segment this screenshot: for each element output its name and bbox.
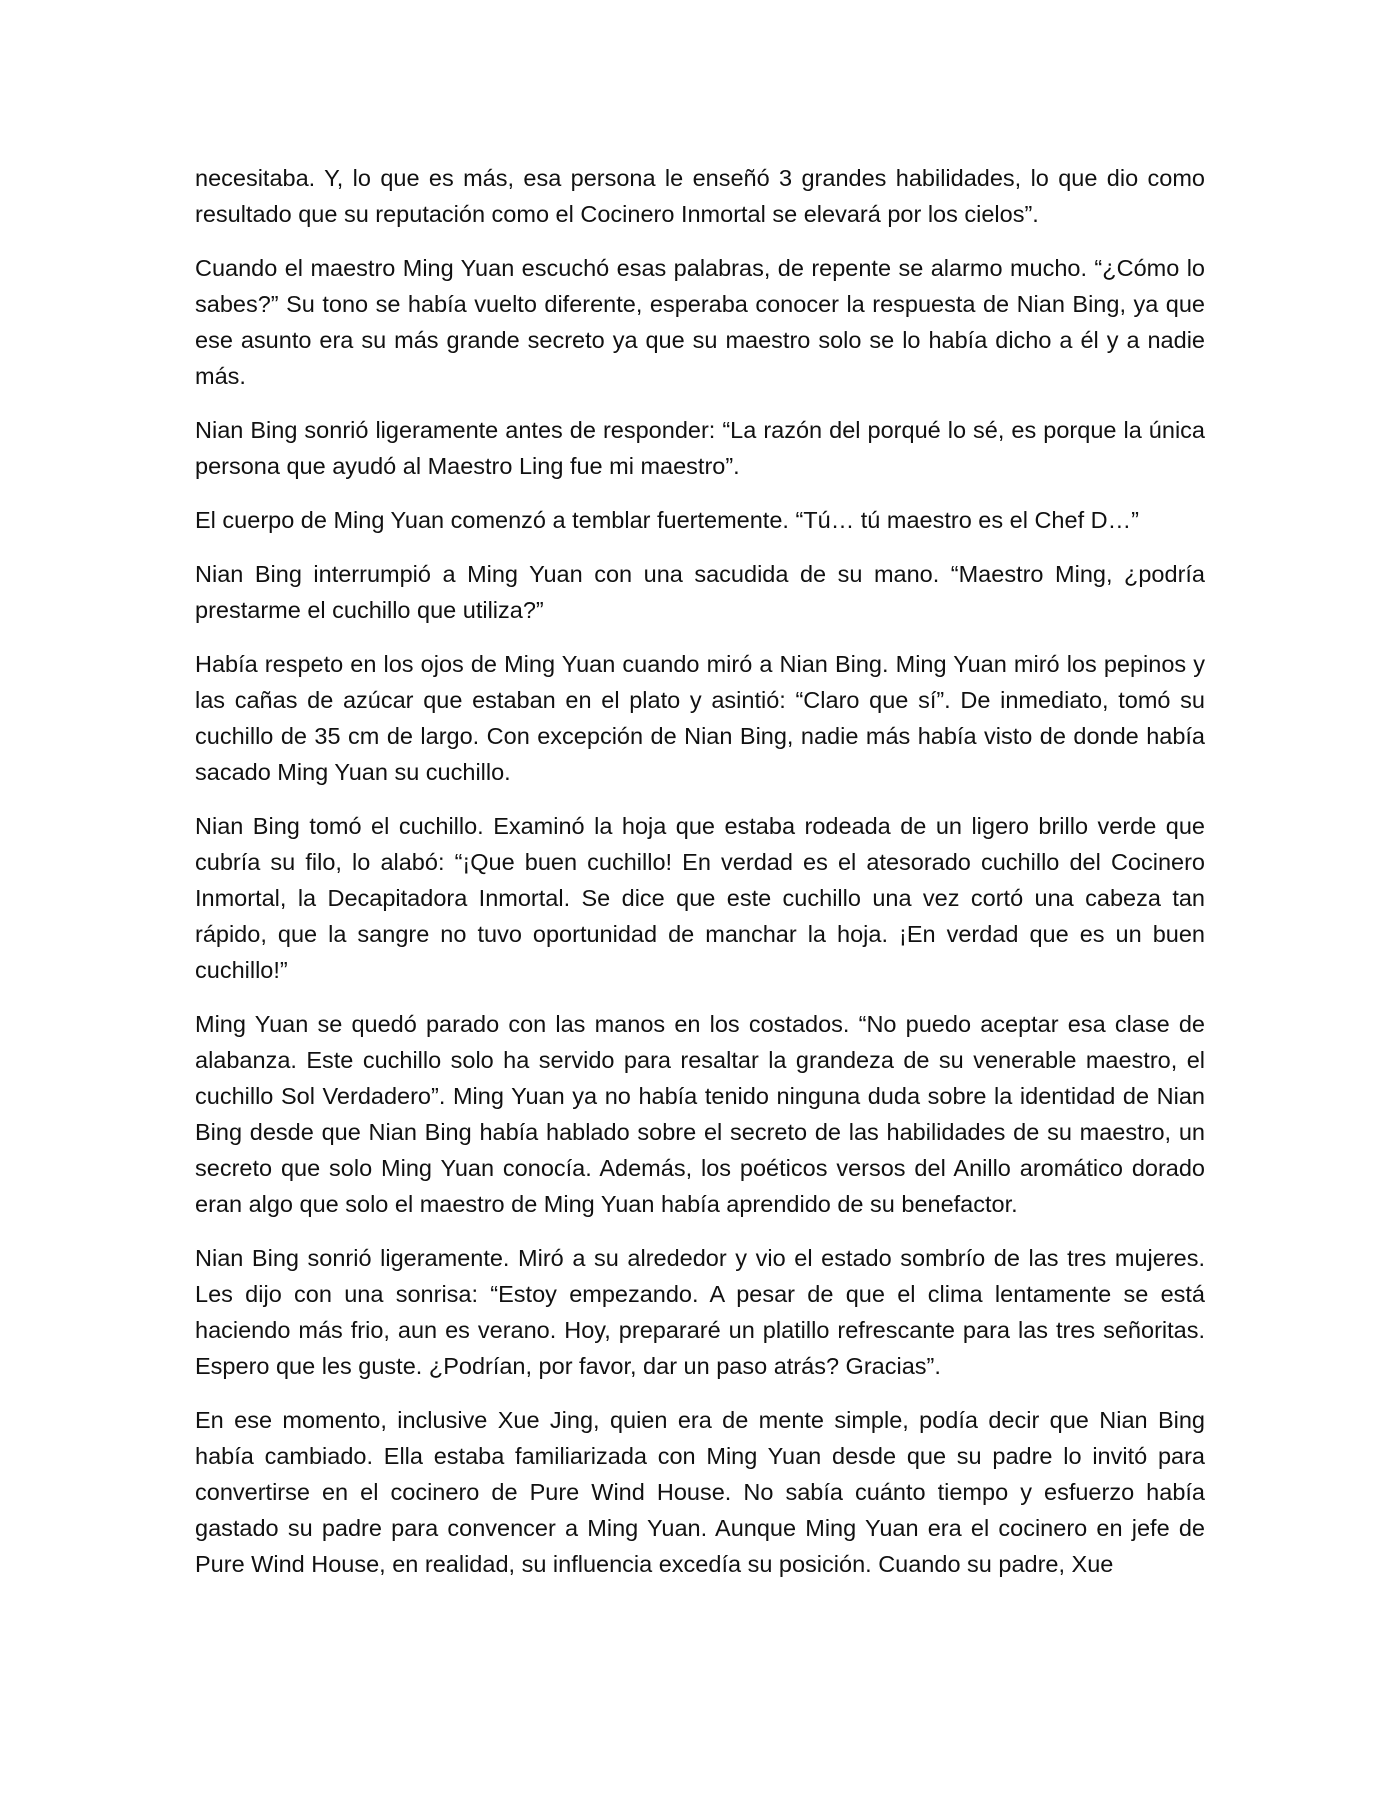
- paragraph-10: En ese momento, inclusive Xue Jing, quien era de mente simple, podía decir que Nian Bing había cambiado. Ella estaba familiarizada con Ming Yuan desde que su padre lo invitó para convertirse en el cocinero de Pure Wind House. No sabía cuánto tiempo y esfuerzo había gastado su padre para convencer a Ming Yuan. Aunque Ming Yuan era el cocinero en jefe de Pure Wind House, en realidad, su influencia excedía su posición. Cuando su padre, Xue: [195, 1407, 1205, 1577]
- paragraph-4: El cuerpo de Ming Yuan comenzó a temblar fuertemente. “Tú… tú maestro es el Chef D…”: [195, 507, 1139, 533]
- paragraph-1: necesitaba. Y, lo que es más, esa persona le enseñó 3 grandes habilidades, lo que dio como resultado que su reputación como el Cocinero Inmortal se elevará por los cielos”.: [195, 165, 1205, 227]
- paragraph-9: Nian Bing sonrió ligeramente. Miró a su alrededor y vio el estado sombrío de las tres mujeres. Les dijo con una sonrisa: “Estoy empezando. A pesar de que el clima lentamente se está haciendo más frio, aun es verano. Hoy, prepararé un platillo refrescante para las tres señoritas. Espero que les guste. ¿Podrían, por favor, dar un paso atrás? Gracias”.: [195, 1245, 1205, 1379]
- paragraph-7: Nian Bing tomó el cuchillo. Examinó la hoja que estaba rodeada de un ligero brillo verde que cubría su filo, lo alabó: “¡Que buen cuchillo! En verdad es el atesorado cuchillo del Cocinero Inmortal, la Decapitadora Inmortal. Se dice que este cuchillo una vez cortó una cabeza tan rápido, que la sangre no tuvo oportunidad de manchar la hoja. ¡En verdad que es un buen cuchillo!”: [195, 813, 1205, 983]
- paragraph-3: Nian Bing sonrió ligeramente antes de responder: “La razón del porqué lo sé, es porque la única persona que ayudó al Maestro Ling fue mi maestro”.: [195, 417, 1205, 479]
- document-page: [195, 160, 1205, 1600]
- paragraph-6: Había respeto en los ojos de Ming Yuan cuando miró a Nian Bing. Ming Yuan miró los pepinos y las cañas de azúcar que estaban en el plato y asintió: “Claro que sí”. De inmediato, tomó su cuchillo de 35 cm de largo. Con excepción de Nian Bing, nadie más había visto de donde había sacado Ming Yuan su cuchillo.: [195, 651, 1205, 785]
- paragraph-2: Cuando el maestro Ming Yuan escuchó esas palabras, de repente se alarmo mucho. “¿Cómo lo sabes?” Su tono se había vuelto diferente, esperaba conocer la respuesta de Nian Bing, ya que ese asunto era su más grande secreto ya que su maestro solo se lo había dicho a él y a nadie más.: [195, 255, 1205, 389]
- paragraph-8: Ming Yuan se quedó parado con las manos en los costados. “No puedo aceptar esa clase de alabanza. Este cuchillo solo ha servido para resaltar la grandeza de su venerable maestro, el cuchillo Sol Verdadero”. Ming Yuan ya no había tenido ninguna duda sobre la identidad de Nian Bing desde que Nian Bing había hablado sobre el secreto de las habilidades de su maestro, un secreto que solo Ming Yuan conocía. Además, los poéticos versos del Anillo aromático dorado eran algo que solo el maestro de Ming Yuan había aprendido de su benefactor.: [195, 1011, 1205, 1217]
- paragraph-5: Nian Bing interrumpió a Ming Yuan con una sacudida de su mano. “Maestro Ming, ¿podría prestarme el cuchillo que utiliza?”: [195, 561, 1205, 623]
